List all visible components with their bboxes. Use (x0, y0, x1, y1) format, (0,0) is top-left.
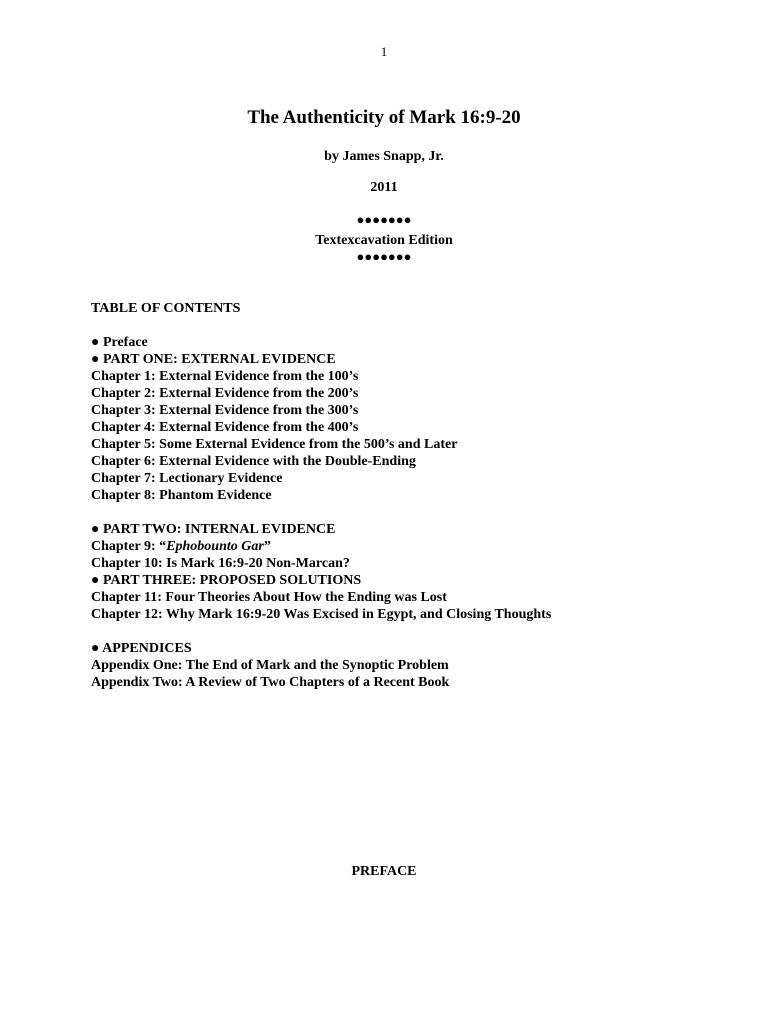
toc-item-preface: ● Preface (91, 335, 148, 350)
toc-item-chapter-2: Chapter 2: External Evidence from the 200’s (91, 386, 359, 401)
chapter-9-title: Ephobounto Gar (166, 539, 264, 554)
edition-label: Textexcavation Edition (315, 233, 453, 248)
chapter-9-prefix: Chapter 9: “ (91, 539, 167, 554)
toc-item-chapter-5: Chapter 5: Some External Evidence from the 500’s and Later (91, 437, 458, 452)
toc-item-chapter-11: Chapter 11: Four Theories About How the Ending was Lost (91, 590, 447, 605)
toc-heading: TABLE OF CONTENTS (91, 301, 241, 316)
toc-item-chapter-1: Chapter 1: External Evidence from the 100’s (91, 369, 359, 384)
page-number: 1 (380, 44, 388, 59)
decorative-dots-top: ●●●●●●● (356, 212, 412, 227)
author-line: by James Snapp, Jr. (324, 149, 444, 164)
toc-item-chapter-6: Chapter 6: External Evidence with the Double-Ending (91, 454, 416, 469)
toc-item-chapter-4: Chapter 4: External Evidence from the 400’s (91, 420, 359, 435)
toc-item-part-two: ● PART TWO: INTERNAL EVIDENCE (91, 522, 336, 537)
toc-item-chapter-9 (91, 538, 731, 555)
toc-item-part-one: ● PART ONE: EXTERNAL EVIDENCE (91, 352, 336, 367)
preface-heading: PREFACE (351, 864, 417, 879)
table-of-contents (91, 300, 731, 691)
toc-spacer (91, 623, 731, 640)
decorative-dots-bottom: ●●●●●●● (356, 249, 412, 264)
toc-item-chapter-12: Chapter 12: Why Mark 16:9-20 Was Excised in Egypt, and Closing Thoughts (91, 607, 552, 622)
toc-item-chapter-8: Chapter 8: Phantom Evidence (91, 488, 272, 503)
toc-item-chapter-7: Chapter 7: Lectionary Evidence (91, 471, 283, 486)
toc-item-part-three: ● PART THREE: PROPOSED SOLUTIONS (91, 573, 362, 588)
toc-item-chapter-3: Chapter 3: External Evidence from the 300’s (91, 403, 359, 418)
document-title: The Authenticity of Mark 16:9-20 (247, 107, 521, 128)
chapter-9-suffix: ” (263, 539, 271, 554)
toc-item-appendix-two: Appendix Two: A Review of Two Chapters of a Recent Book (91, 675, 450, 690)
toc-spacer (91, 504, 731, 521)
toc-item-chapter-10: Chapter 10: Is Mark 16:9-20 Non-Marcan? (91, 556, 350, 571)
publication-year: 2011 (370, 180, 398, 195)
toc-item-appendix-one: Appendix One: The End of Mark and the Synoptic Problem (91, 658, 449, 673)
toc-item-appendices: ● APPENDICES (91, 641, 192, 656)
